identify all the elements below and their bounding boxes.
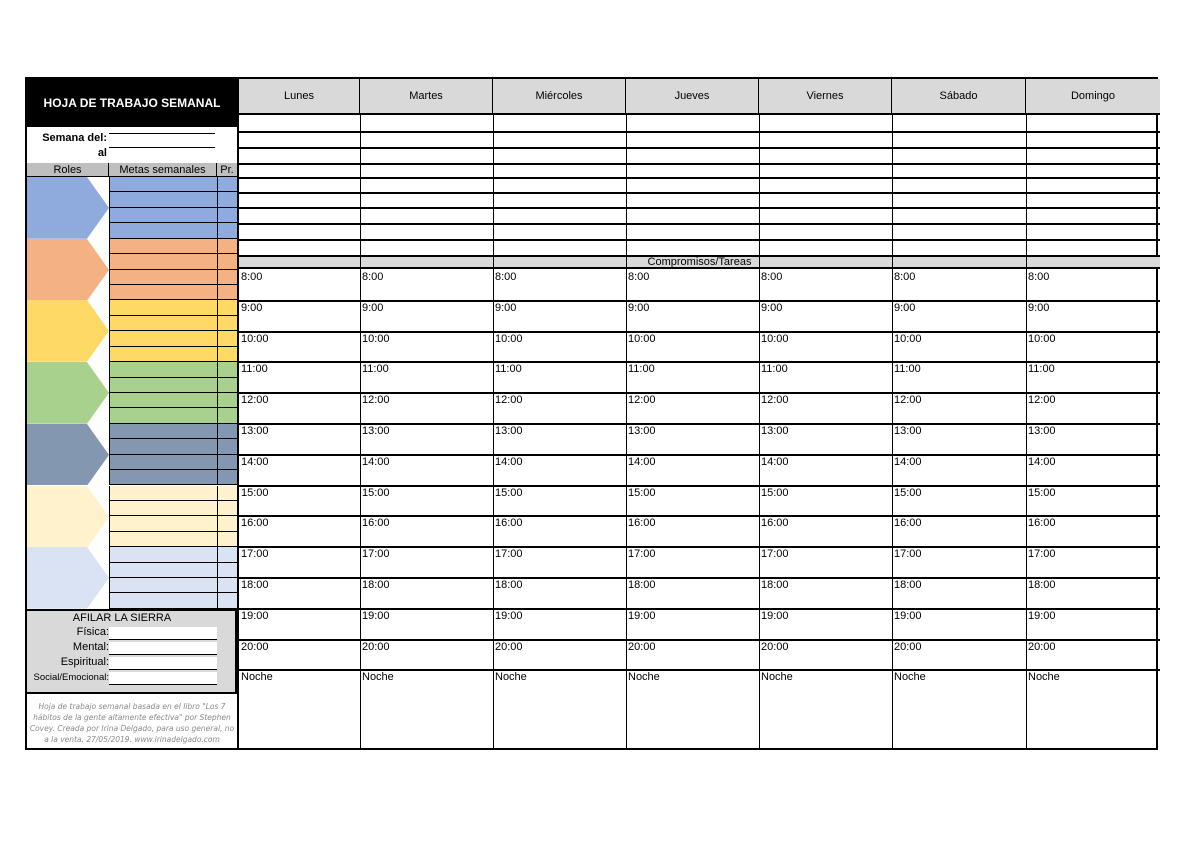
time-slot-label[interactable]: 9:00 bbox=[241, 301, 263, 314]
task-row-divider bbox=[239, 207, 1160, 209]
time-slot-label[interactable]: 8:00 bbox=[362, 271, 384, 283]
goal-cell[interactable] bbox=[109, 316, 217, 331]
column-divider bbox=[360, 115, 361, 748]
role-arrow-shape bbox=[27, 300, 109, 362]
priority-cell[interactable] bbox=[217, 316, 237, 331]
time-slot-label[interactable]: 9:00 bbox=[894, 301, 916, 314]
sierra-field[interactable] bbox=[109, 672, 217, 685]
time-slot-label[interactable]: 16:00 bbox=[761, 517, 789, 530]
time-slot-label[interactable]: 20:00 bbox=[362, 640, 390, 653]
task-row-divider bbox=[239, 192, 1160, 194]
task-row-divider bbox=[239, 147, 1160, 149]
goal-cell[interactable] bbox=[109, 223, 217, 238]
priority-cell[interactable] bbox=[217, 378, 237, 393]
sierra-row-social bbox=[27, 671, 217, 686]
time-slot-label[interactable]: 12:00 bbox=[1028, 394, 1056, 407]
time-slot-label[interactable]: Noche bbox=[761, 671, 793, 684]
time-slot-label[interactable]: 16:00 bbox=[362, 517, 390, 530]
goals-header: Metas semanales bbox=[109, 163, 217, 177]
goal-cell[interactable] bbox=[109, 347, 217, 362]
time-slot-label[interactable]: 14:00 bbox=[241, 455, 269, 468]
time-slot-label[interactable]: 15:00 bbox=[495, 486, 523, 499]
goal-cell[interactable] bbox=[109, 285, 217, 300]
time-slot-label[interactable]: 17:00 bbox=[241, 548, 269, 561]
time-slot-label[interactable]: 15:00 bbox=[362, 486, 390, 499]
time-slot-label[interactable]: 18:00 bbox=[761, 579, 789, 591]
role-arrow-shape bbox=[27, 177, 109, 239]
time-slot-label[interactable]: 10:00 bbox=[628, 332, 656, 345]
priority-cell[interactable] bbox=[217, 424, 237, 439]
priority-cell[interactable] bbox=[217, 239, 237, 254]
time-slot-label[interactable]: 11:00 bbox=[761, 363, 788, 376]
goal-cell[interactable] bbox=[109, 424, 217, 439]
time-slot-label[interactable]: 13:00 bbox=[1028, 425, 1056, 437]
time-slot-label[interactable]: 8:00 bbox=[241, 271, 263, 283]
priority-cell[interactable] bbox=[217, 470, 237, 485]
day-header: Sábado bbox=[892, 79, 1026, 115]
role-arrow-6[interactable] bbox=[27, 486, 109, 548]
task-row-divider bbox=[239, 163, 1160, 165]
goal-cell[interactable] bbox=[109, 362, 217, 377]
weekly-worksheet bbox=[25, 77, 1158, 750]
time-slot-label[interactable]: 14:00 bbox=[628, 455, 656, 468]
time-slot-label[interactable]: 9:00 bbox=[362, 301, 384, 314]
time-slot-label[interactable]: 9:00 bbox=[1028, 301, 1050, 314]
time-slot-label[interactable]: 9:00 bbox=[495, 301, 517, 314]
priority-cell[interactable] bbox=[217, 285, 237, 300]
role-arrow-3[interactable] bbox=[27, 300, 109, 362]
goal-cell[interactable] bbox=[109, 439, 217, 454]
role-arrow-1[interactable] bbox=[27, 177, 109, 239]
sharpen-saw-section bbox=[27, 609, 237, 694]
time-slot-label[interactable]: 12:00 bbox=[628, 394, 656, 407]
time-slot-label[interactable]: 20:00 bbox=[1028, 640, 1056, 653]
time-slot-label[interactable]: 10:00 bbox=[241, 332, 269, 345]
priority-cell[interactable] bbox=[217, 408, 237, 423]
sierra-row-spiritual bbox=[27, 656, 217, 671]
role-arrow-2[interactable] bbox=[27, 239, 109, 301]
day-header: Jueves bbox=[626, 79, 759, 115]
goal-cell[interactable] bbox=[109, 563, 217, 578]
goal-cell[interactable] bbox=[109, 239, 217, 254]
priority-cell[interactable] bbox=[217, 192, 237, 207]
time-slot-label[interactable]: 19:00 bbox=[241, 609, 269, 622]
goal-cell[interactable] bbox=[109, 547, 217, 562]
time-slot-label[interactable]: 16:00 bbox=[894, 517, 922, 530]
role-arrow-shape bbox=[27, 486, 109, 548]
time-slot-label[interactable]: 18:00 bbox=[362, 579, 390, 591]
time-slot-label[interactable]: 13:00 bbox=[628, 425, 656, 437]
time-slot-label[interactable]: 15:00 bbox=[241, 486, 269, 499]
priority-cell[interactable] bbox=[217, 532, 237, 547]
time-slot-label[interactable]: 11:00 bbox=[362, 363, 389, 376]
time-slot-label[interactable]: 19:00 bbox=[495, 609, 523, 622]
week-to-label: al bbox=[97, 147, 107, 159]
time-slot-label[interactable]: 14:00 bbox=[761, 455, 789, 468]
time-slot-label[interactable]: 13:00 bbox=[241, 425, 269, 437]
goal-cell[interactable] bbox=[109, 331, 217, 346]
goal-cell[interactable] bbox=[109, 378, 217, 393]
priority-cell[interactable] bbox=[217, 223, 237, 238]
priority-cell[interactable] bbox=[217, 208, 237, 223]
column-divider bbox=[759, 115, 760, 748]
goal-cell[interactable] bbox=[109, 501, 217, 516]
time-slot-label[interactable]: 12:00 bbox=[495, 394, 523, 407]
time-slot-label[interactable]: 20:00 bbox=[894, 640, 922, 653]
credit-note: Hoja de trabajo semanal basada en el libro "Los 7 hábitos de la gente altamente efectiva" por Stephen Covey. Creada por Irina Delgado, para uso general, no a la venta. 27/05/2019. www.irinadelgado.com bbox=[29, 702, 235, 744]
time-slot-label[interactable]: 10:00 bbox=[495, 332, 523, 345]
sierra-field[interactable] bbox=[109, 642, 217, 655]
time-slot-label[interactable]: 10:00 bbox=[1028, 332, 1056, 345]
day-header: Viernes bbox=[759, 79, 892, 115]
priority-cell[interactable] bbox=[217, 439, 237, 454]
goal-cell[interactable] bbox=[109, 470, 217, 485]
time-slot-label[interactable]: 17:00 bbox=[761, 548, 789, 561]
time-slot-label[interactable]: 10:00 bbox=[362, 332, 390, 345]
goal-cell[interactable] bbox=[109, 578, 217, 593]
time-slot-label[interactable]: 11:00 bbox=[894, 363, 921, 376]
time-slot-label[interactable]: 20:00 bbox=[628, 640, 656, 653]
time-slot-label[interactable]: 12:00 bbox=[761, 394, 789, 407]
time-slot-label[interactable]: 10:00 bbox=[761, 332, 789, 345]
time-slot-label[interactable]: 18:00 bbox=[495, 579, 523, 591]
priority-cell[interactable] bbox=[217, 347, 237, 362]
time-slot-label[interactable]: 18:00 bbox=[241, 579, 269, 591]
column-divider bbox=[493, 115, 494, 748]
sierra-label: Mental: bbox=[72, 641, 109, 653]
time-slot-label[interactable]: 15:00 bbox=[894, 486, 922, 499]
time-slot-label[interactable]: 17:00 bbox=[894, 548, 922, 561]
time-slot-label[interactable]: 14:00 bbox=[495, 455, 523, 468]
week-grid bbox=[237, 79, 1160, 748]
role-arrow-shape bbox=[27, 362, 109, 424]
sierra-field[interactable] bbox=[109, 657, 217, 670]
time-slot-label[interactable]: 9:00 bbox=[628, 301, 650, 314]
time-slot-label[interactable]: 15:00 bbox=[1028, 486, 1056, 499]
task-row-divider bbox=[239, 131, 1160, 133]
sierra-row-physical bbox=[27, 626, 217, 641]
goal-cell[interactable] bbox=[109, 516, 217, 531]
priority-cell[interactable] bbox=[217, 300, 237, 315]
goal-cell[interactable] bbox=[109, 192, 217, 207]
time-slot-label[interactable]: Noche bbox=[628, 671, 660, 684]
goal-cell[interactable] bbox=[109, 486, 217, 501]
priority-cell[interactable] bbox=[217, 486, 237, 501]
time-slot-label[interactable]: 19:00 bbox=[628, 609, 656, 622]
priority-header: Pr. bbox=[217, 163, 237, 177]
time-slot-label[interactable]: Noche bbox=[894, 671, 926, 684]
time-slot-label[interactable]: 18:00 bbox=[1028, 579, 1056, 591]
time-slot-label[interactable]: 18:00 bbox=[894, 579, 922, 591]
goal-cell[interactable] bbox=[109, 300, 217, 315]
week-from-label: Semana del: bbox=[42, 132, 107, 144]
time-slot-label[interactable]: 16:00 bbox=[628, 517, 656, 530]
goal-cell[interactable] bbox=[109, 254, 217, 269]
time-slot-label[interactable]: 16:00 bbox=[495, 517, 523, 530]
time-slot-label[interactable]: 13:00 bbox=[495, 425, 523, 437]
time-slot-label[interactable]: 14:00 bbox=[1028, 455, 1056, 468]
time-slot-label[interactable]: 17:00 bbox=[628, 548, 656, 561]
task-row-divider bbox=[239, 239, 1160, 241]
time-slot-label[interactable]: 8:00 bbox=[495, 271, 517, 283]
goal-cell[interactable] bbox=[109, 177, 217, 192]
time-slot-label[interactable]: 11:00 bbox=[495, 363, 522, 376]
goal-cell[interactable] bbox=[109, 208, 217, 223]
time-slot-label[interactable]: 13:00 bbox=[362, 425, 390, 437]
role-arrow-shape bbox=[27, 547, 109, 609]
time-slot-label[interactable]: 12:00 bbox=[894, 394, 922, 407]
time-slot-label[interactable]: 20:00 bbox=[495, 640, 523, 653]
priority-cell[interactable] bbox=[217, 270, 237, 285]
priority-cell[interactable] bbox=[217, 254, 237, 269]
time-slot-label[interactable]: Noche bbox=[1028, 671, 1060, 684]
priority-cell[interactable] bbox=[217, 455, 237, 470]
time-slot-label[interactable]: 15:00 bbox=[761, 486, 789, 499]
priority-cell[interactable] bbox=[217, 331, 237, 346]
column-divider bbox=[626, 115, 627, 748]
priority-cell[interactable] bbox=[217, 362, 237, 377]
time-slot-label[interactable]: 12:00 bbox=[362, 394, 390, 407]
sheet-title: HOJA DE TRABAJO SEMANAL bbox=[27, 79, 237, 127]
time-slot-label[interactable]: 20:00 bbox=[241, 640, 269, 653]
time-slot-label[interactable]: 19:00 bbox=[362, 609, 390, 622]
roles-header: Roles bbox=[27, 163, 109, 177]
time-slot-label[interactable]: 13:00 bbox=[761, 425, 789, 437]
priority-cell[interactable] bbox=[217, 593, 237, 608]
time-slot-label[interactable]: 10:00 bbox=[894, 332, 922, 345]
time-slot-label[interactable]: Noche bbox=[495, 671, 527, 684]
time-slot-label[interactable]: 14:00 bbox=[894, 455, 922, 468]
left-panel bbox=[27, 79, 237, 748]
day-header: Lunes bbox=[239, 79, 360, 115]
priority-cell[interactable] bbox=[217, 501, 237, 516]
day-header: Domingo bbox=[1026, 79, 1160, 115]
time-slot-label[interactable]: 11:00 bbox=[241, 363, 268, 376]
priority-cell[interactable] bbox=[217, 578, 237, 593]
column-divider bbox=[892, 115, 893, 748]
time-slot-label[interactable]: 8:00 bbox=[894, 271, 916, 283]
time-slot-label[interactable]: 16:00 bbox=[241, 517, 269, 530]
time-slot-label[interactable]: Noche bbox=[362, 671, 394, 684]
goal-cell[interactable] bbox=[109, 455, 217, 470]
task-row-divider bbox=[239, 177, 1160, 179]
time-slot-label[interactable]: 17:00 bbox=[1028, 548, 1056, 561]
time-slot-label[interactable]: 17:00 bbox=[495, 548, 523, 561]
week-range bbox=[27, 127, 237, 164]
goal-cell[interactable] bbox=[109, 408, 217, 423]
role-arrow-4[interactable] bbox=[27, 362, 109, 424]
sierra-label: Espiritual: bbox=[60, 656, 109, 668]
time-slot-label[interactable]: 15:00 bbox=[628, 486, 656, 499]
time-slot-label[interactable]: 8:00 bbox=[628, 271, 650, 283]
week-from-field[interactable] bbox=[109, 133, 215, 134]
priority-cell[interactable] bbox=[217, 393, 237, 408]
goal-cell[interactable] bbox=[109, 270, 217, 285]
time-slot-label[interactable]: 11:00 bbox=[1028, 363, 1055, 376]
time-slot-label[interactable]: 19:00 bbox=[1028, 609, 1056, 622]
sierra-label: Social/Emocional: bbox=[33, 672, 109, 683]
day-header: Miércoles bbox=[493, 79, 626, 115]
time-slot-label[interactable]: 19:00 bbox=[894, 609, 922, 622]
time-slot-label[interactable]: 17:00 bbox=[362, 548, 390, 561]
week-to-field[interactable] bbox=[109, 147, 215, 148]
day-header: Martes bbox=[360, 79, 493, 115]
time-slot-label[interactable]: 8:00 bbox=[761, 271, 783, 283]
sierra-field[interactable] bbox=[109, 627, 217, 640]
role-arrow-shape bbox=[27, 424, 109, 486]
time-slot-label[interactable]: Noche bbox=[241, 671, 273, 684]
roles-section bbox=[27, 177, 237, 609]
priority-cell[interactable] bbox=[217, 177, 237, 192]
time-slot-label[interactable]: 9:00 bbox=[761, 301, 783, 314]
priority-cell[interactable] bbox=[217, 547, 237, 562]
time-slot-label[interactable]: 12:00 bbox=[241, 394, 269, 407]
priority-cell[interactable] bbox=[217, 516, 237, 531]
time-slot-label[interactable]: 11:00 bbox=[628, 363, 655, 376]
commitments-header: Compromisos/Tareas bbox=[239, 255, 1160, 269]
sharpen-saw-title: AFILAR LA SIERRA bbox=[72, 612, 172, 624]
role-arrow-5[interactable] bbox=[27, 424, 109, 486]
time-slot-label[interactable]: 16:00 bbox=[1028, 517, 1056, 530]
sierra-row-mental bbox=[27, 641, 217, 656]
task-row-divider bbox=[239, 223, 1160, 225]
time-slot-label[interactable]: 18:00 bbox=[628, 579, 656, 591]
time-slot-label[interactable]: 19:00 bbox=[761, 609, 789, 622]
sierra-label: Física: bbox=[76, 626, 109, 638]
goal-cell[interactable] bbox=[109, 532, 217, 547]
time-slot-label[interactable]: 14:00 bbox=[362, 455, 390, 468]
time-slot-label[interactable]: 8:00 bbox=[1028, 271, 1050, 283]
time-slot-label[interactable]: 13:00 bbox=[894, 425, 922, 437]
column-divider bbox=[1026, 115, 1027, 748]
role-arrow-7[interactable] bbox=[27, 547, 109, 609]
time-slot-label[interactable]: 20:00 bbox=[761, 640, 789, 653]
goal-cell[interactable] bbox=[109, 593, 217, 608]
priority-cell[interactable] bbox=[217, 563, 237, 578]
role-arrow-shape bbox=[27, 239, 109, 301]
goal-cell[interactable] bbox=[109, 393, 217, 408]
